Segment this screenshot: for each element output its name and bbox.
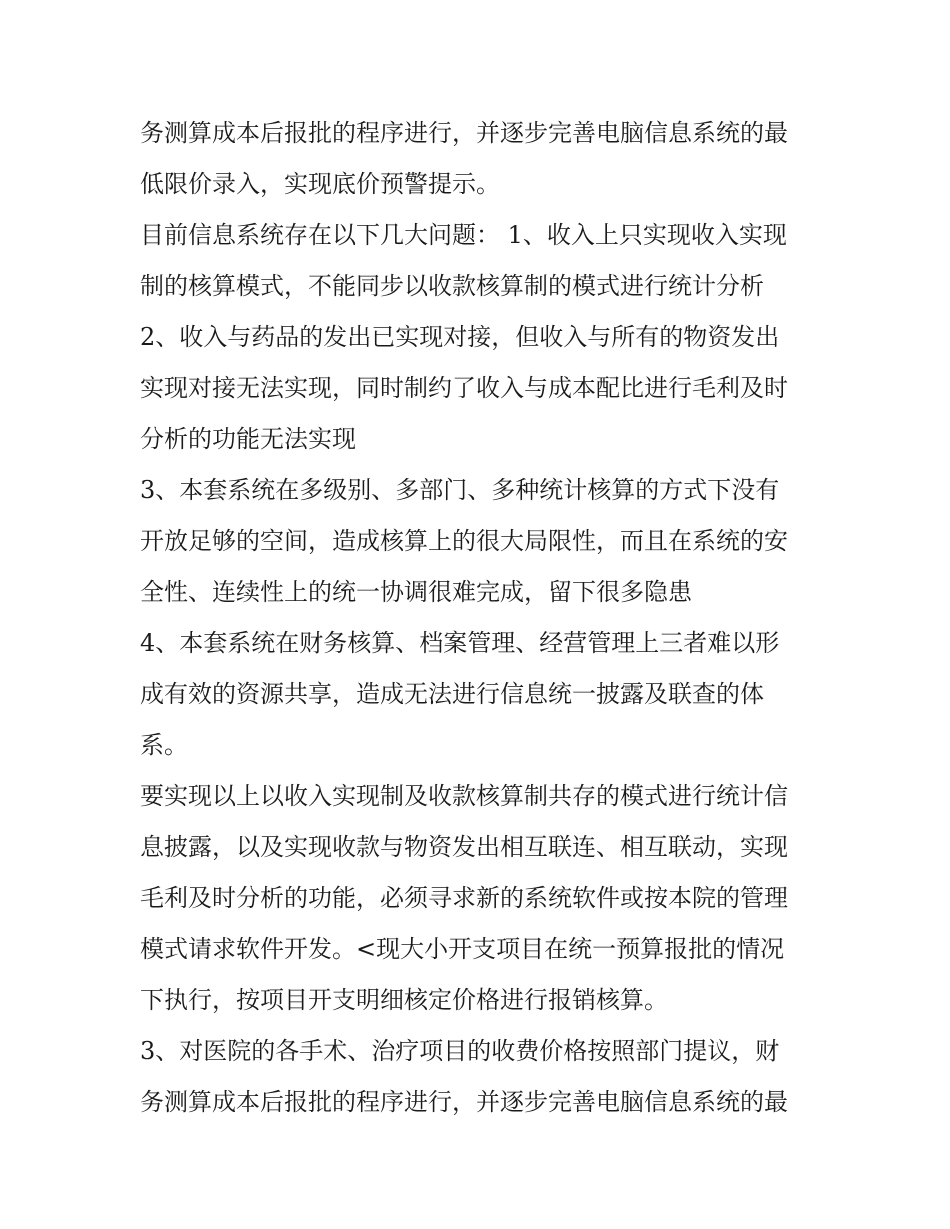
text-line: 全性、连续性上的统一协调很难完成，留下很多隐患 [140, 578, 692, 606]
text-line: 目前信息系统存在以下几大问题： 1、收入上只实现收入实现 [140, 221, 787, 249]
text-line: 息披露，以及实现收款与物资发出相互联连、相互联动，实现 [140, 833, 788, 861]
text-line: 要实现以上以收入实现制及收款核算制共存的模式进行统计信 [140, 782, 788, 810]
text-line: 下执行，按项目开支明细核定价格进行报销核算。 [140, 986, 668, 1014]
text-line: 成有效的资源共享，造成无法进行信息统一披露及联查的体 [140, 680, 764, 708]
text-line: 低限价录入，实现底价预警提示。 [140, 170, 500, 198]
text-line: 实现对接无法实现，同时制约了收入与成本配比进行毛利及时 [140, 374, 788, 402]
text-line: 系。 [140, 731, 188, 759]
text-line: 3、本套系统在多级别、多部门、多种统计核算的方式下没有 [140, 476, 780, 504]
text-line: 3、对医院的各手术、治疗项目的收费价格按照部门提议，财 [140, 1037, 780, 1065]
body-text [140, 108, 820, 1128]
text-line: 2、收入与药品的发出已实现对接，但收入与所有的物资发出 [140, 323, 780, 351]
text-line: 分析的功能无法实现 [140, 425, 356, 453]
text-line: 4、本套系统在财务核算、档案管理、经营管理上三者难以形 [140, 629, 780, 657]
text-line: 制的核算模式，不能同步以收款核算制的模式进行统计分析 [140, 272, 764, 300]
text-line: 开放足够的空间，造成核算上的很大局限性，而且在系统的安 [140, 527, 788, 555]
text-line: 务测算成本后报批的程序进行，并逐步完善电脑信息系统的最 [140, 1088, 788, 1116]
text-line: 模式请求软件开发。<现大小开支项目在统一预算报批的情况 [140, 935, 785, 963]
text-line: 毛利及时分析的功能，必须寻求新的系统软件或按本院的管理 [140, 884, 788, 912]
text-line: 务测算成本后报批的程序进行，并逐步完善电脑信息系统的最 [140, 119, 788, 147]
